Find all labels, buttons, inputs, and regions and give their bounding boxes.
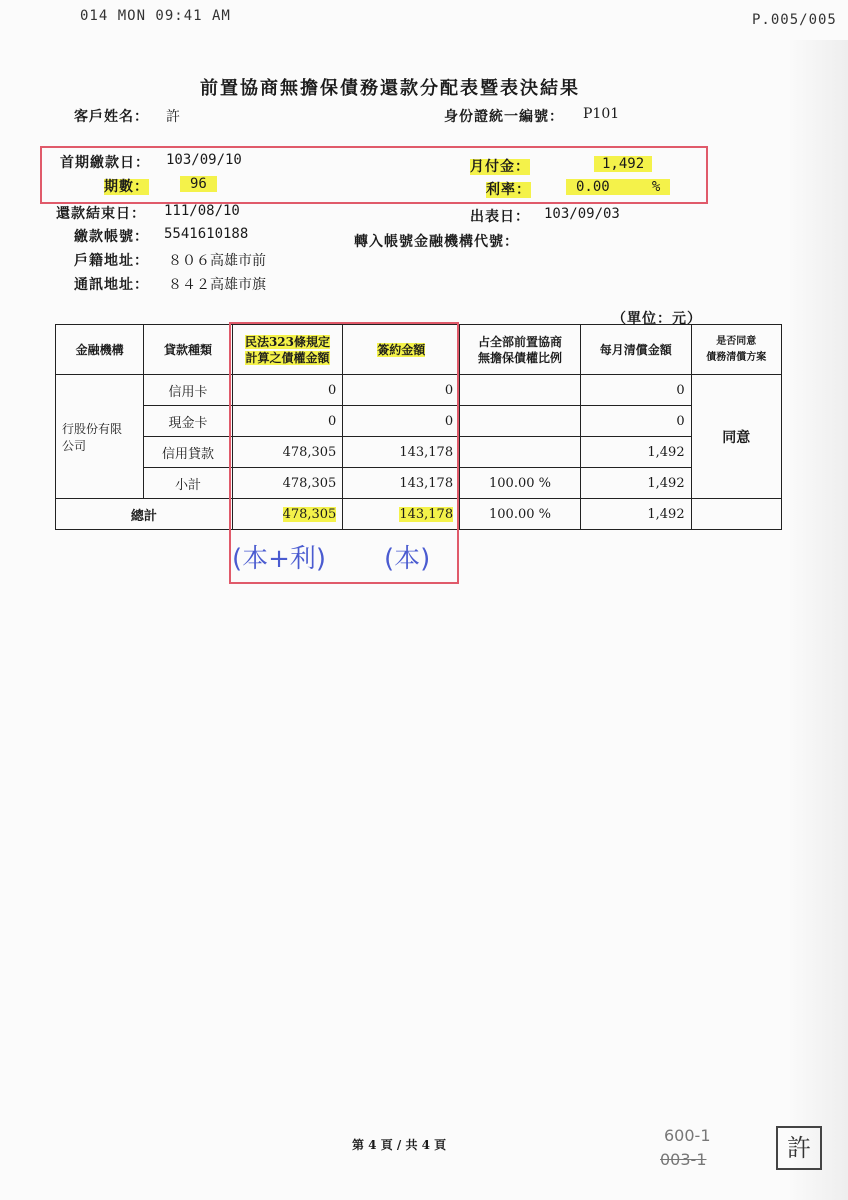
account-value: 5541610188 [164, 226, 249, 242]
loan-type: 現金卡 [144, 406, 232, 437]
pencil-note-top: 600-1 [664, 1126, 711, 1145]
id-number-value: P101 [583, 106, 620, 122]
total-monthly-amount: 1,492 [580, 499, 691, 530]
household-address-label: 戶籍地址： [74, 253, 149, 269]
page-footer: 第 4 頁 / 共 4 頁 [352, 1138, 447, 1152]
interest-rate-label: 利率： [486, 182, 531, 198]
fax-page-number: P.005/005 [752, 12, 837, 28]
periods-value: 96 [180, 176, 217, 192]
claim-amount: 478,305 [232, 437, 343, 468]
claim-amount: 0 [232, 406, 343, 437]
ratio [460, 375, 581, 406]
header-contract-amount: 簽約金額 [377, 342, 426, 357]
contract-amount: 143,178 [343, 437, 460, 468]
contract-amount: 143,178 [343, 468, 460, 499]
total-label: 總計 [56, 499, 233, 530]
issue-date-label: 出表日： [470, 209, 530, 225]
end-date-label: 還款結束日： [56, 206, 146, 222]
total-ratio: 100.00 % [460, 499, 581, 530]
header-institution: 金融機構 [56, 325, 144, 375]
header-monthly-amount: 每月清償金額 [580, 325, 691, 375]
header-agree: 是否同意 債務清償方案 [691, 325, 781, 375]
monthly-payment-value: 1,492 [594, 156, 652, 172]
total-contract-amount: 143,178 [399, 506, 454, 522]
monthly-payment-label: 月付金： [470, 159, 530, 175]
total-claim-amount: 478,305 [282, 506, 337, 522]
mailing-address-value: ８４２高雄市旗 [168, 277, 266, 293]
institution-name: 行股份有限 公司 [56, 375, 144, 499]
loan-type: 信用貸款 [144, 437, 232, 468]
ratio [460, 406, 581, 437]
first-payment-value: 103/09/10 [166, 152, 242, 168]
transfer-bank-code-label: 轉入帳號金融機構代號： [354, 234, 519, 250]
monthly-amount: 0 [580, 375, 691, 406]
monthly-amount: 1,492 [580, 437, 691, 468]
contract-amount: 0 [343, 375, 460, 406]
loan-type: 信用卡 [144, 375, 232, 406]
document-title: 前置協商無擔保債務還款分配表暨表決結果 [200, 78, 580, 99]
claim-amount: 0 [232, 375, 343, 406]
id-number-label: 身份證統一編號： [444, 109, 564, 125]
contract-amount: 0 [343, 406, 460, 437]
issue-date-value: 103/09/03 [544, 206, 620, 222]
periods-label: 期數： [104, 179, 149, 195]
scan-edge-shadow [790, 40, 848, 1200]
interest-rate-unit: % [651, 179, 661, 195]
loan-type: 小計 [144, 468, 232, 499]
unit-note: （單位：元） [612, 311, 702, 327]
mailing-address-label: 通訊地址： [74, 277, 149, 293]
handwritten-principal-interest: (本+利) [232, 544, 327, 574]
interest-rate-value: 0.00 [576, 179, 610, 195]
account-label: 繳款帳號： [74, 229, 149, 245]
agree-status: 同意 [691, 375, 781, 499]
client-name-label: 客戶姓名： [74, 109, 149, 125]
client-name-value: 許 [166, 109, 180, 125]
header-ratio: 占全部前置協商 無擔保債權比例 [460, 325, 581, 375]
monthly-amount: 0 [580, 406, 691, 437]
first-payment-label: 首期繳款日： [60, 155, 150, 171]
ratio: 100.00 % [460, 468, 581, 499]
handwritten-principal: (本) [384, 544, 431, 574]
household-address-value: ８０６高雄市前 [168, 253, 266, 269]
header-loan-type: 貸款種類 [144, 325, 232, 375]
monthly-amount: 1,492 [580, 468, 691, 499]
end-date-value: 111/08/10 [164, 203, 240, 219]
fax-timestamp: 014 MON 09:41 AM [80, 8, 231, 24]
claim-amount: 478,305 [232, 468, 343, 499]
name-seal-stamp: 許 [776, 1126, 822, 1170]
ratio [460, 437, 581, 468]
pencil-note-bottom: 003-1 [660, 1150, 707, 1169]
header-claim-amount: 民法323條規定 計算之債權金額 [244, 334, 331, 365]
